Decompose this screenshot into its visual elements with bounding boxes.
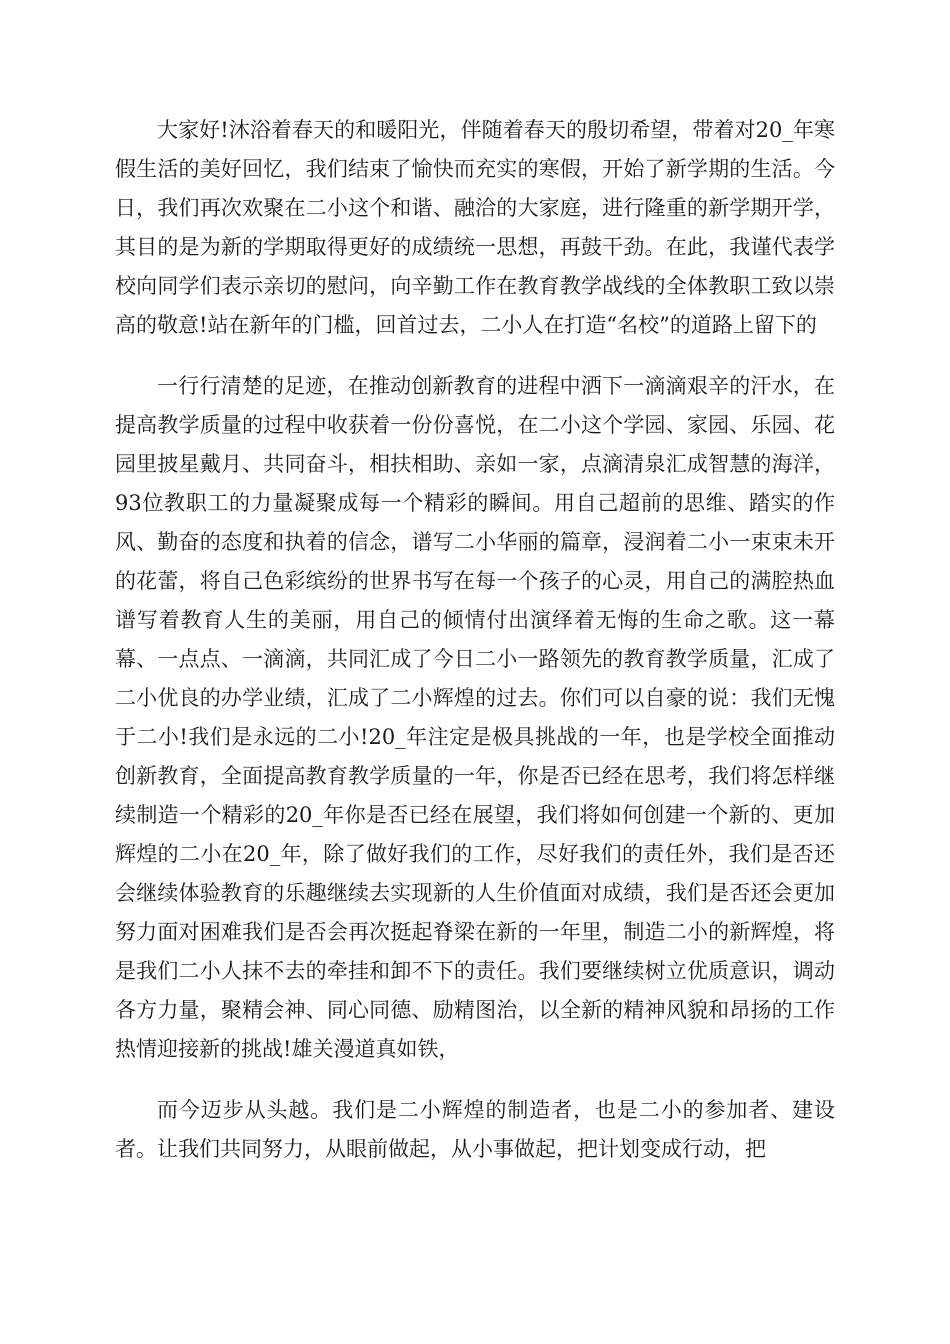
paragraph-3: 而今迈步从头越。我们是二小辉煌的制造者，也是二小的参加者、建设者。让我们共同努力，从眼前做起，从小事做起，把计划变成行动，把 [115, 1098, 835, 1161]
paragraph-2: 一行行清楚的足迹，在推动创新教育的进程中洒下一滴滴艰辛的汗水，在提高教学质量的过程中收获着一份份喜悦，在二小这个学园、家园、乐园、花园里披星戴月、共同奋斗，相扶相助、亲如一家，点滴清泉汇成智慧的海洋，93位教职工的力量凝聚成每一个精彩的瞬间。用自己超前的思维、踏实的作风、勤奋的态度和执着的信念，谱写二小华丽的篇章，浸润着二小一束束未开的花蕾，将自己色彩缤纷的世界书写在每一个孩子的心灵，用自己的满腔热血谱写着教育人生的美丽，用自己的倾情付出演绎着无悔的生命之歌。这一幕幕、一点点、一滴滴，共同汇成了今日二小一路领先的教育教学质量，汇成了二小优良的办学业绩，汇成了二小辉煌的过去。你们可以自豪的说：我们无愧于二小!我们是永远的二小!20_年注定是极具挑战的一年，也是学校全面推动创新教育，全面提高教育教学质量的一年，你是否已经在思考，我们将怎样继续制造一个精彩的20_年你是否已经在展望，我们将如何创建一个新的、更加辉煌的二小在20_年，除了做好我们的工作，尽好我们的责任外，我们是否还会继续体验教育的乐趣继续去实现新的人生价值面对成绩，我们是否还会更加努力面对困难我们是否会再次挺起脊梁在新的一年里，制造二小的新辉煌，将是我们二小人抹不去的牵挂和卸不下的责任。我们要继续树立优质意识，调动各方力量，聚精会神、同心同德、励精图治，以全新的精神风貌和昂扬的工作热情迎接新的挑战!雄关漫道真如铁， [115, 374, 835, 1061]
paragraph-1: 大家好!沐浴着春天的和暖阳光，伴随着春天的殷切希望，带着对20_年寒假生活的美好回忆，我们结束了愉快而充实的寒假，开始了新学期的生活。今日，我们再次欢聚在二小这个和谐、融洽的大家庭，进行隆重的新学期开学，其目的是为新的学期取得更好的成绩统一思想，再鼓干劲。在此，我谨代表学校向同学们表示亲切的慰问，向辛勤工作在教育教学战线的全体教职工致以崇高的敬意!站在新年的门槛，回首过去，二小人在打造“名校”的道路上留下的 [115, 118, 835, 337]
document-body [115, 111, 835, 1169]
